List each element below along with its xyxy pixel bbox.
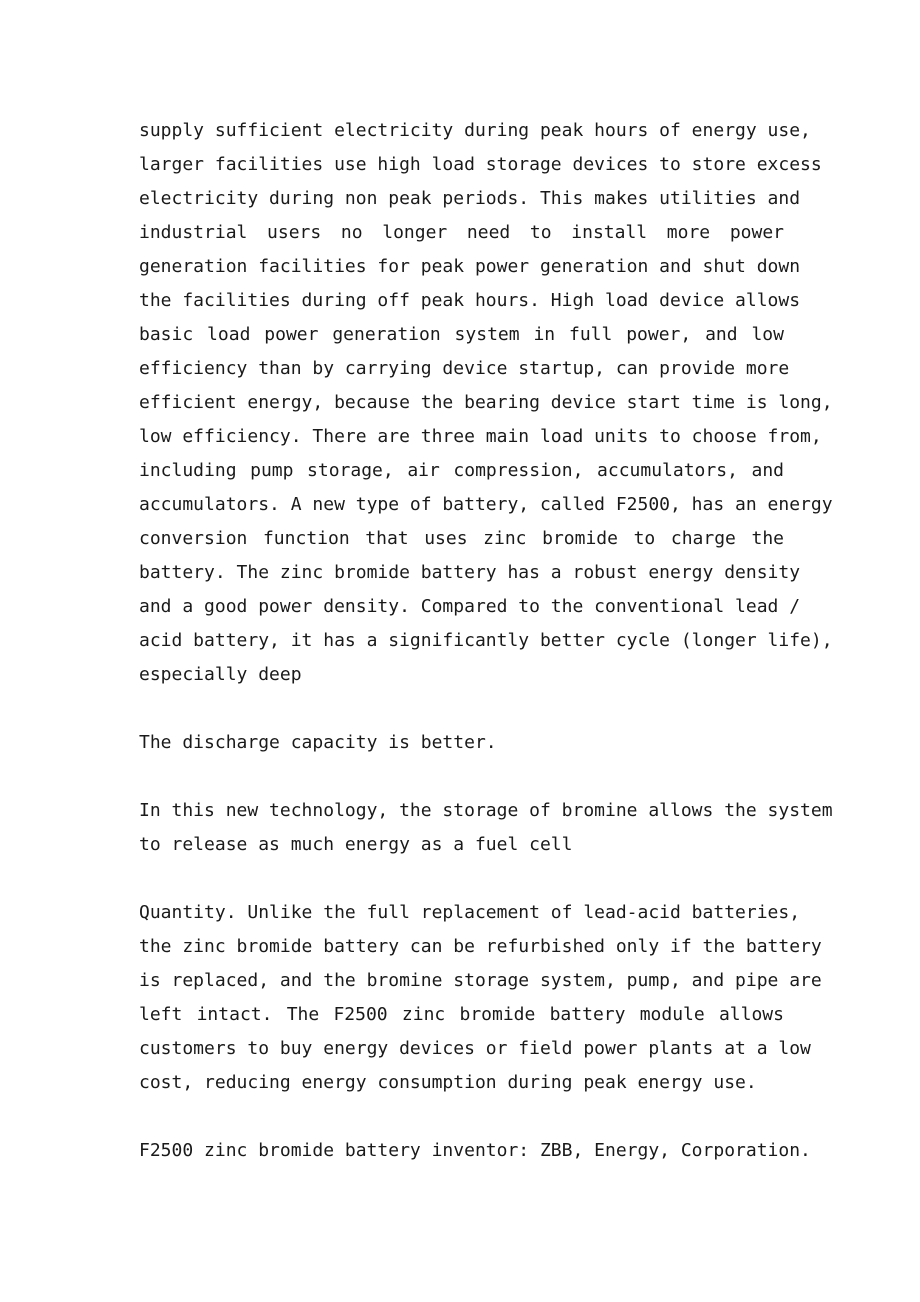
text-line: conversion function that uses zinc bromide to charge the (139, 528, 784, 549)
text-line: The discharge capacity is better. (139, 732, 497, 753)
paragraph-4 (139, 896, 822, 1100)
text-line: cost, reducing energy consumption during peak energy use. (139, 1072, 757, 1093)
text-line: the zinc bromide battery can be refurbished only if the battery (139, 936, 822, 957)
document-page (139, 114, 833, 1202)
text-line: Quantity. Unlike the full replacement of lead-acid batteries, (139, 902, 801, 923)
text-line: especially deep (139, 664, 302, 685)
text-line: generation facilities for peak power generation and shut down (139, 256, 801, 277)
paragraph-2 (139, 726, 784, 760)
paragraph-3 (139, 794, 833, 862)
text-line: including pump storage, air compression, accumulators, and (139, 460, 784, 481)
text-line: acid battery, it has a significantly better cycle (longer life), (139, 630, 833, 651)
text-line: supply sufficient electricity during peak hours of energy use, (139, 120, 811, 141)
text-line: battery. The zinc bromide battery has a robust energy density (139, 562, 801, 583)
text-line: low efficiency. There are three main load units to choose from, (139, 426, 822, 447)
text-line: accumulators. A new type of battery, called F2500, has an energy (139, 494, 833, 515)
text-line: electricity during non peak periods. This makes utilities and (139, 188, 801, 209)
text-line: the facilities during off peak hours. High load device allows (139, 290, 801, 311)
paragraph-5 (139, 1134, 811, 1168)
text-line: and a good power density. Compared to the conventional lead / (139, 596, 801, 617)
text-line: basic load power generation system in full power, and low (139, 324, 784, 345)
text-line: industrial users no longer need to install more power (139, 222, 784, 243)
text-line: to release as much energy as a fuel cell (139, 834, 573, 855)
text-line: efficient energy, because the bearing device start time is long, (139, 392, 833, 413)
paragraph-1 (139, 114, 833, 692)
text-line: is replaced, and the bromine storage system, pump, and pipe are (139, 970, 822, 991)
text-line: left intact. The F2500 zinc bromide battery module allows (139, 1004, 784, 1025)
text-line: larger facilities use high load storage devices to store excess (139, 154, 822, 175)
text-line: efficiency than by carrying device startup, can provide more (139, 358, 790, 379)
text-line: customers to buy energy devices or field power plants at a low (139, 1038, 811, 1059)
text-line: In this new technology, the storage of bromine allows the system (139, 800, 833, 821)
text-line: F2500 zinc bromide battery inventor: ZBB, Energy, Corporation. (139, 1140, 811, 1161)
